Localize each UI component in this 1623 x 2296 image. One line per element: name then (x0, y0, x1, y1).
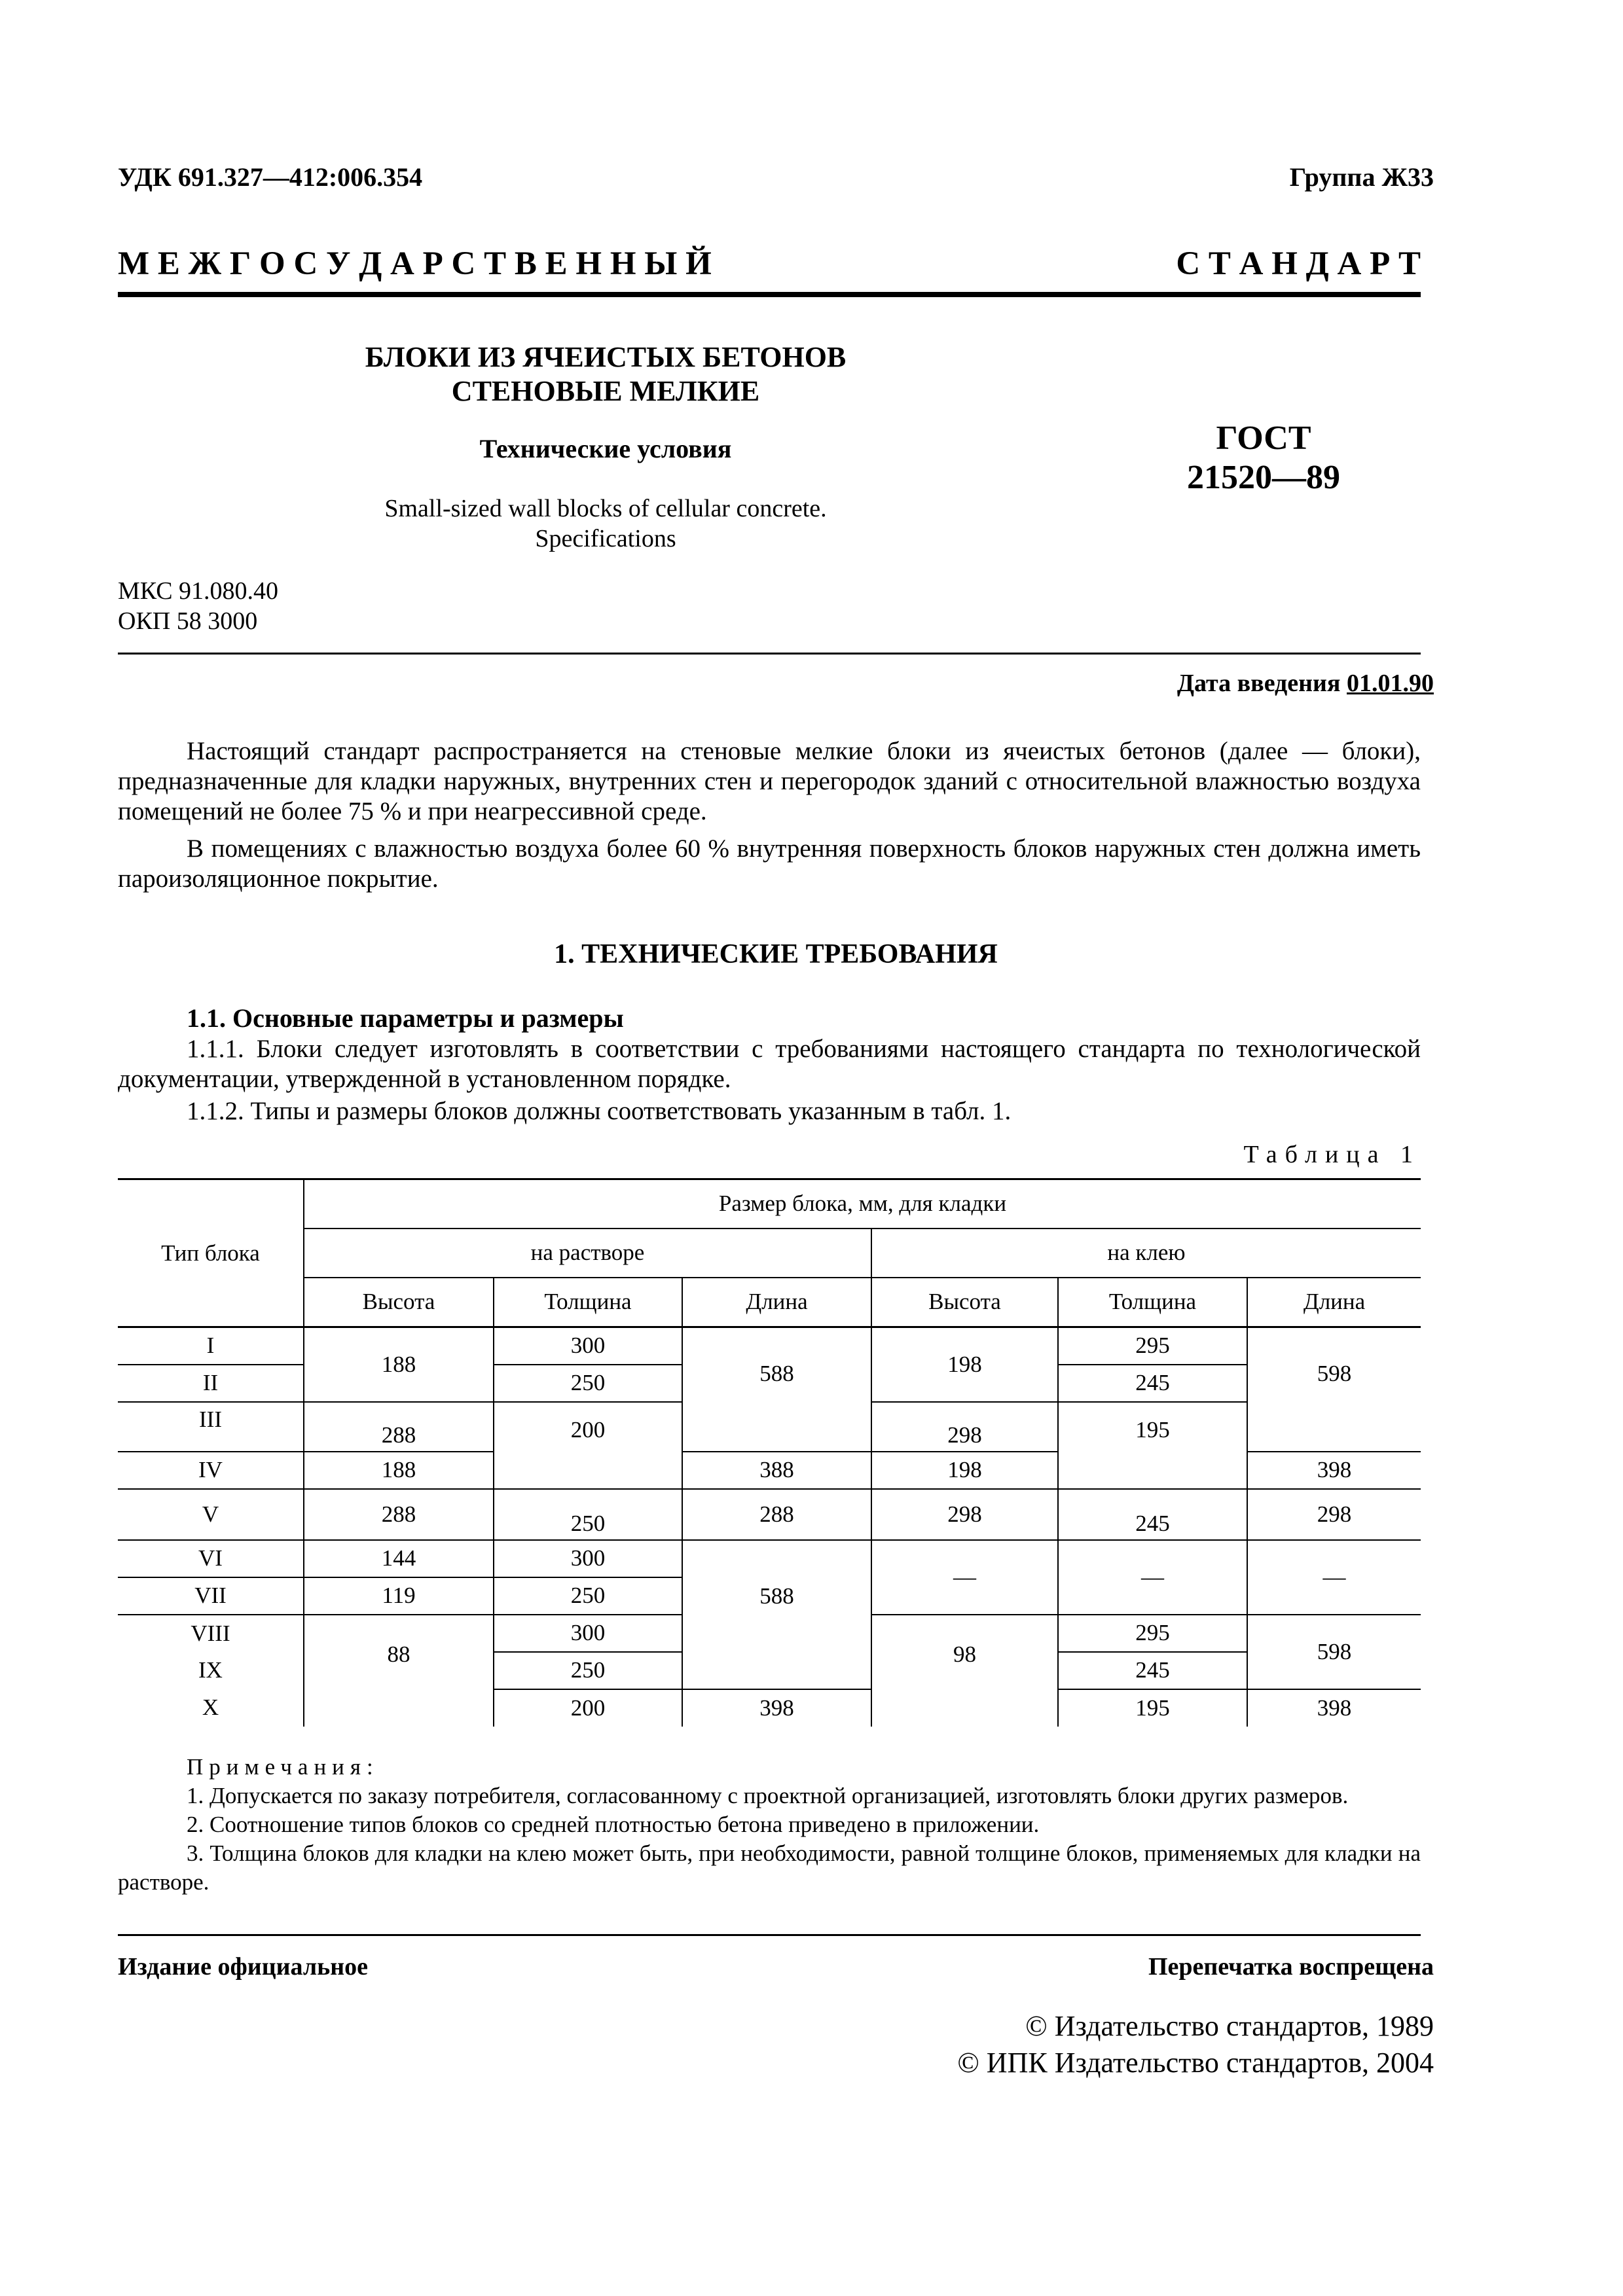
mortar-thickness-cell: 300 (494, 1540, 682, 1577)
type-cell: VII (118, 1577, 304, 1615)
document-subtitle: Технические условия (479, 434, 732, 463)
gost-number (1165, 419, 1362, 497)
glue-thickness-cell: 195 (1058, 1689, 1247, 1727)
mortar-length-cell: 288 (682, 1489, 871, 1540)
glue-height-cell: 98 (871, 1615, 1058, 1727)
mortar-thickness-cell: 250 (494, 1365, 682, 1402)
document-title (262, 340, 949, 408)
title-line-2: СТЕНОВЫЕ МЕЛКИЕ (451, 375, 760, 407)
glue-length-cell: 298 (1247, 1489, 1421, 1540)
glue-thickness-cell: 245 (1058, 1652, 1247, 1689)
glue-length-cell: 598 (1247, 1327, 1421, 1452)
banner-rule (118, 292, 1421, 297)
section-title: 1. ТЕХНИЧЕСКИЕ ТРЕБОВАНИЯ (554, 939, 998, 969)
header-on-glue: на клею (871, 1229, 1421, 1278)
header-mortar-height: Высота (304, 1278, 494, 1327)
banner-word-standard: С Т А Н Д А Р Т (1176, 245, 1421, 282)
glue-thickness-cell: 245 (1058, 1365, 1247, 1402)
mortar-height-cell: 188 (304, 1327, 494, 1402)
header-block-type: Тип блока (118, 1179, 304, 1327)
glue-thickness-cell: 195 (1058, 1402, 1247, 1489)
type-cell: I (118, 1327, 304, 1365)
banner-word-interstate: М Е Ж Г О С У Д А Р С Т В Е Н Н Ы Й (118, 245, 712, 282)
english-title (262, 493, 949, 554)
reprint-prohibited: Перепечатка воспрещена (1148, 1953, 1434, 1981)
header-glue-length: Длина (1247, 1278, 1421, 1327)
mortar-height-cell: 288 (304, 1489, 494, 1540)
type-cell: III (118, 1402, 304, 1452)
header-mortar-length: Длина (682, 1278, 871, 1327)
glue-thickness-cell: 245 (1058, 1489, 1247, 1540)
glue-thickness-cell: — (1058, 1540, 1247, 1615)
header-glue-thickness: Толщина (1058, 1278, 1247, 1327)
type-cell: V (118, 1489, 304, 1540)
mortar-height-cell: 88 (304, 1615, 494, 1727)
gost-label: ГОСТ (1216, 420, 1311, 457)
okp-code: ОКП 58 3000 (118, 607, 258, 635)
subsection-title: 1.1. Основные параметры и размеры (187, 1003, 624, 1033)
notes-title: Примечания: (187, 1754, 379, 1780)
glue-height-cell: 298 (871, 1489, 1058, 1540)
mortar-height-cell: 119 (304, 1577, 494, 1615)
copyright-2004: © ИПК Издательство стандартов, 2004 (957, 2047, 1434, 2079)
glue-length-cell: 598 (1247, 1615, 1421, 1689)
type-cell: VIII (118, 1615, 304, 1652)
header-on-mortar: на растворе (304, 1229, 871, 1278)
copyright-block (957, 2008, 1434, 2081)
type-cell: II (118, 1365, 304, 1402)
glue-thickness-cell: 295 (1058, 1615, 1247, 1652)
mortar-length-cell: 588 (682, 1327, 871, 1452)
intro-paragraph-2: В помещениях с влажностью воздуха более 60 % внутренняя поверхность блоков наружных стен должна иметь пароизоляционное покрытие. (118, 834, 1421, 893)
mortar-thickness-cell: 300 (494, 1615, 682, 1652)
type-cell: VI (118, 1540, 304, 1577)
type-cell: IX (118, 1652, 304, 1689)
title-line-1: БЛОКИ ИЗ ЯЧЕИСТЫХ БЕТОНОВ (365, 341, 847, 373)
paragraph-1-1-2: 1.1.2. Типы и размеры блоков должны соответствовать указанным в табл. 1. (187, 1097, 1012, 1125)
mortar-thickness-cell: 250 (494, 1652, 682, 1689)
header-mortar-thickness: Толщина (494, 1278, 682, 1327)
glue-length-cell: 398 (1247, 1452, 1421, 1489)
note-3: 3. Толщина блоков для кладки на клею может быть, при необходимости, равной толщине блоков, применяемых для кладки на растворе. (118, 1840, 1421, 1895)
footer-rule (118, 1934, 1421, 1936)
date-label: Дата введения (1176, 670, 1341, 697)
mortar-thickness-cell: 250 (494, 1489, 682, 1540)
glue-length-cell: 398 (1317, 1695, 1352, 1721)
official-edition: Издание официальное (118, 1953, 369, 1981)
mortar-length-cell: 398 (682, 1689, 871, 1727)
block-size-table (118, 1178, 1421, 1727)
header-glue-height: Высота (871, 1278, 1058, 1327)
group-code: Группа Ж33 (1289, 162, 1434, 192)
table-label: Таблица 1 (1243, 1141, 1421, 1168)
type-cell: IV (118, 1452, 304, 1489)
glue-height-cell: 298 (871, 1402, 1058, 1452)
mortar-thickness-cell: 200 (494, 1402, 682, 1489)
glue-height-cell: 198 (871, 1327, 1058, 1402)
mks-code: МКС 91.080.40 (118, 577, 279, 605)
mortar-height-cell: 288 (304, 1402, 494, 1452)
mortar-thickness-cell: 300 (494, 1327, 682, 1365)
mortar-height-cell: 188 (304, 1452, 494, 1489)
gost-id: 21520—89 (1187, 459, 1340, 496)
paragraph-1-1-1: 1.1.1. Блоки следует изготовлять в соответствии с требованиями настоящего стандарта по технологической документации, утвержденной в установленном порядке. (118, 1035, 1421, 1093)
intro-paragraph-1: Настоящий стандарт распространяется на стеновые мелкие блоки из ячеистых бетонов (далее — блоки), предназначенные для кладки наружных, внутренних стен и перегородок зданий с относительной влажностью воздуха помещений не более 75 % и при неагрессивной среде. (118, 737, 1421, 825)
standard-banner (118, 245, 1421, 283)
mortar-height-cell: 144 (304, 1540, 494, 1577)
mortar-length-cell: 388 (682, 1452, 871, 1489)
note-2: 2. Соотношение типов блоков со средней плотностью бетона приведено в приложении. (187, 1812, 1040, 1837)
introduction-date (1177, 669, 1434, 698)
glue-thickness-cell: 295 (1058, 1327, 1247, 1365)
english-title-line-1: Small-sized wall blocks of cellular concrete. (384, 495, 827, 522)
mortar-thickness-cell: 200 (494, 1689, 682, 1727)
glue-length-cell: — (1247, 1540, 1421, 1615)
header-divider (118, 653, 1421, 655)
glue-height-cell: — (871, 1540, 1058, 1615)
english-title-line-2: Specifications (535, 525, 676, 552)
date-value: 01.01.90 (1347, 670, 1434, 697)
udk-code: УДК 691.327—412:006.354 (118, 162, 423, 192)
mortar-thickness-cell: 250 (494, 1577, 682, 1615)
glue-height-cell: 198 (871, 1452, 1058, 1489)
table-notes (118, 1753, 1421, 1897)
note-1: 1. Допускается по заказу потребителя, согласованному с проектной организацией, изготовлять блоки других размеров. (187, 1783, 1349, 1808)
mortar-length-cell: 588 (682, 1540, 871, 1689)
type-cell: X (118, 1689, 304, 1727)
copyright-1989: © Издательство стандартов, 1989 (1025, 2010, 1434, 2042)
classification-codes (118, 576, 278, 636)
header-block-size: Размер блока, мм, для кладки (304, 1179, 1421, 1229)
